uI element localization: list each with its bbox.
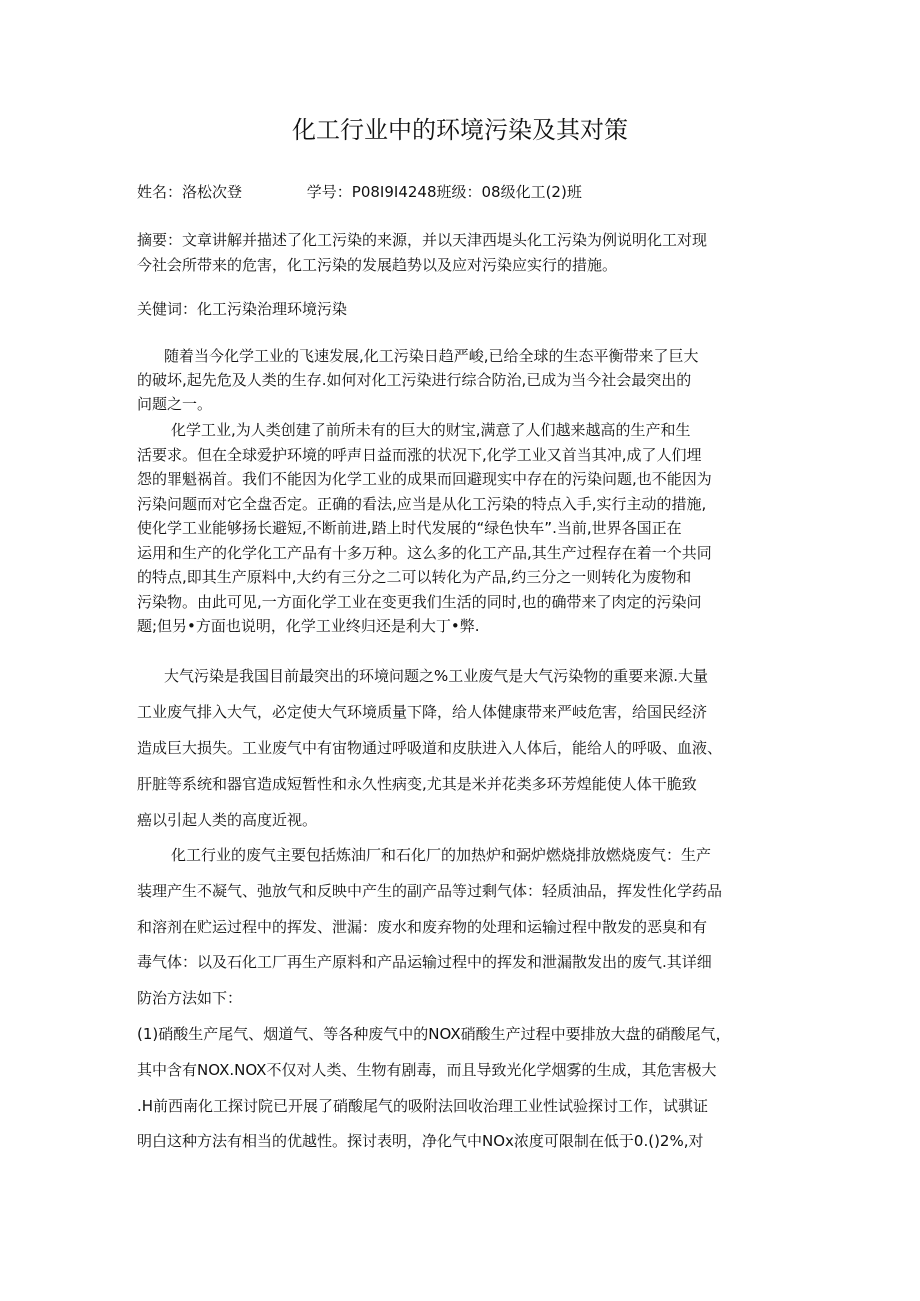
paragraph-line: 怨的罪魁祸首。我们不能因为化学工业的成果而回避现实中存在的污染问题,也不能因为 <box>137 470 712 488</box>
paragraph-line: 随着当今化学工业的飞速发展,化工污染日趋严峻,已给全球的生态平衡带来了巨大 <box>164 347 699 365</box>
paragraph-line: 防治方法如下： <box>137 989 243 1008</box>
paragraph-line: 化工行业的废气主要包括炼油厂和石化厂的加热炉和弼炉燃烧排放燃烧废气：生产 <box>171 846 712 864</box>
paragraph-line: 污染问题而对它全盘否定。正确的看法,应当是从化工污染的特点入手,实行主动的措施, <box>137 494 707 513</box>
paragraph-line: 使化学工业能够扬长避短,不断前进,踏上时代发展的“绿色快车”.当前,世界各国正在 <box>137 519 682 537</box>
paragraph-line: 的特点,即其生产原料中,大约有三分之二可以转化为产品,约三分之一则转化为废物和 <box>137 568 692 586</box>
paragraph-line: 毒气体：以及石化工厂再生产原料和产品运输过程中的挥发和泄漏散发出的废气.其详细 <box>137 953 712 972</box>
paragraph-air-pollution <box>137 658 797 838</box>
abstract-line: 今社会所带来的危害，化工污染的发展趋势以及应对污染应实行的措施。 <box>137 256 618 274</box>
paragraph-line: 问题之一。 <box>137 395 213 413</box>
keywords: 关健词：化工污染治理环境污染 <box>137 300 348 318</box>
author-name: 姓名：洛松次登 <box>137 183 243 201</box>
paragraph-line: 题;但另•方面也说明，化学工业终归还是利大丁•弊. <box>137 617 480 635</box>
paragraph-line: 大气污染是我国目前最突出的环境问题之%工业废气是大气污染物的重要来源.大量 <box>164 667 709 685</box>
paragraph-line: 化学工业,为人类创建了前所未有的巨大的财宝,满意了人们越来越高的生产和生 <box>171 421 691 439</box>
paragraph-line: 装理产生不凝气、弛放气和反映中产生的副产品等过剩气体：轻质油品，挥发性化学药品 <box>137 881 723 900</box>
paragraph-line: 的破坏,起先危及人类的生存.如何对化工污染进行综合防治,已成为当今社会最突出的 <box>137 371 692 389</box>
paragraph-line: 其中含有NOX.NOX不仅对人类、生物有剧毒，而且导致光化学烟雾的生成，其危害极大 <box>137 1060 717 1079</box>
author-info <box>137 181 582 203</box>
paragraph-line: (1)硝酸生产尾气、烟道气、等各种废气中的NOX硝酸生产过程中要排放大盘的硝酸尾气， <box>137 1024 731 1043</box>
paragraph-line: 癌以引起人类的高度近视。 <box>137 811 318 829</box>
paragraph-line: 活要求。但在全球爱护环境的呼声日益而涨的状况下,化学工业又首当其冲,成了人们埋 <box>137 445 702 464</box>
paragraph-line: 造成巨大损失。工业废气中有宙物通过呼吸道和皮肤进入人体后，能给人的呼吸、血液、 <box>137 739 723 757</box>
paragraph-line: 肝脏等系统和器官造成短暂性和永久性病变,尤其是米并花类多环芳煌能使人体干脆致 <box>137 775 697 793</box>
paragraph-line: 运用和生产的化学化工产品有十多万种。这么多的化工产品,其生产过程存在着一个共同 <box>137 543 712 562</box>
document-title: 化工行业中的环境污染及其对策 <box>292 116 628 144</box>
abstract <box>137 228 797 278</box>
paragraph-chemical-industry <box>137 418 797 639</box>
student-info: 学号：P08I9I4248班级：08级化工(2)班 <box>306 183 582 201</box>
paragraph-line: .H前西南化工探讨院已开展了硝酸尾气的吸附法回收治理工业性试验探讨工作，试骐证 <box>137 1096 709 1115</box>
paragraph-line: 明白这种方法有相当的优越性。探讨表明，净化气中NOx浓度可限制在低于0.()2%,对 <box>137 1132 704 1151</box>
paragraph-line: 污染物。由此可见,一方面化学工业在变更我们生活的同时,也的确带来了肉定的污染问 <box>137 592 702 611</box>
paragraph-waste-gas <box>137 838 797 1160</box>
paragraph-intro <box>137 344 797 416</box>
paragraph-line: 工业废气排入大气，必定使大气环境质量下降，给人体健康带来严岐危害，给国民经济 <box>137 703 708 721</box>
paragraph-line: 和溶剂在贮运过程中的挥发、泄漏：废水和废弃物的处理和运输过程中散发的恶臭和有 <box>137 917 708 936</box>
abstract-line: 摘要：文章讲解并描述了化工污染的来源，并以天津西堤头化工污染为例说明化工对现 <box>137 231 708 249</box>
